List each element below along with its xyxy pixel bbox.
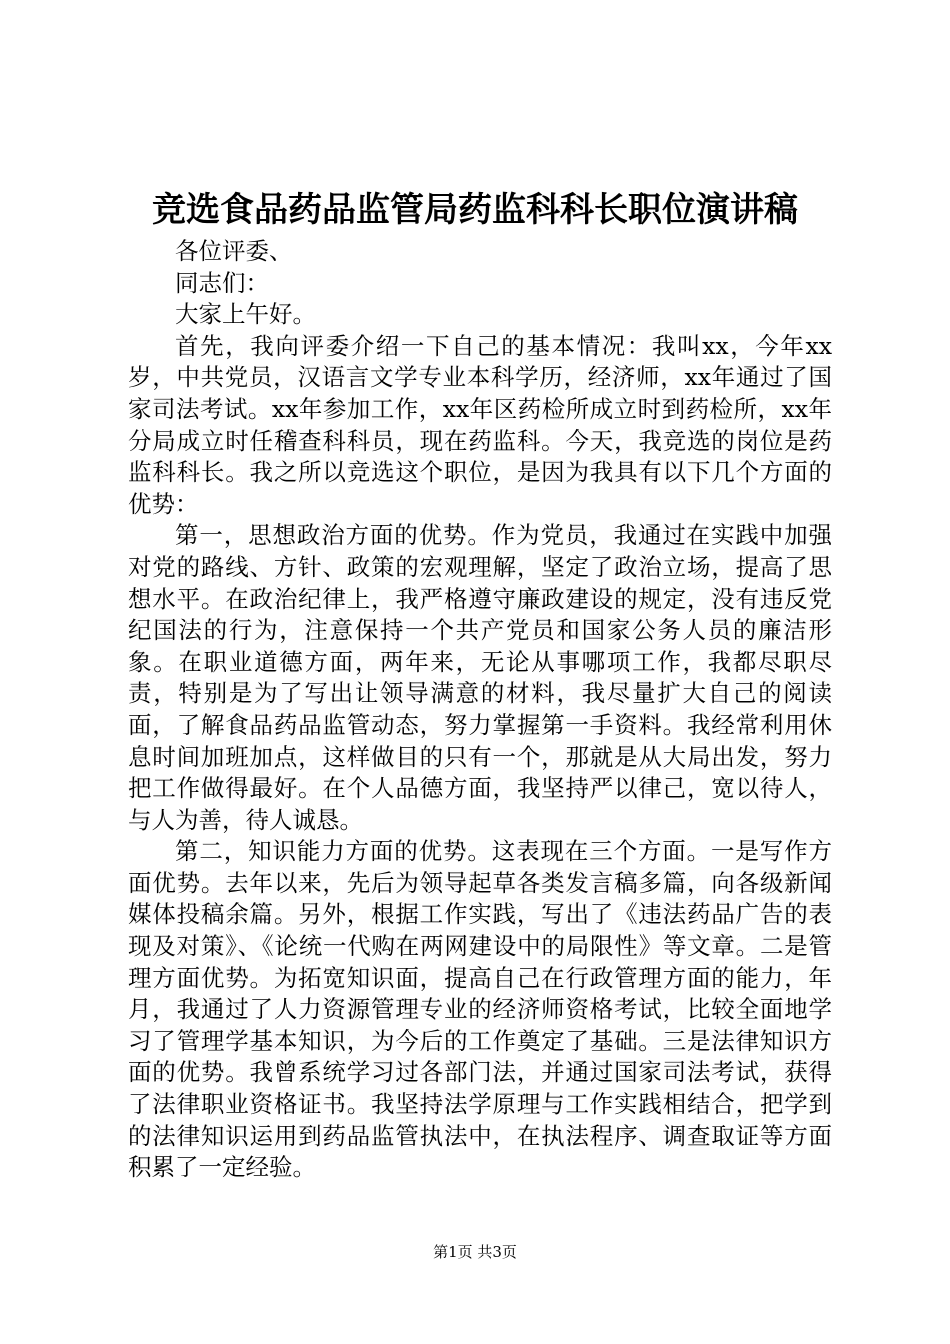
page-number-footer: 第1页 共3页	[433, 1243, 517, 1261]
paragraph-salutation-1: 各位评委、	[175, 237, 293, 265]
paragraph-knowledge-advantage: 第二，知识能力方面的优势。这表现在三个方面。一是写作方面优势。去年以来，先后为领导起草各类发言稿多篇，向各级新闻媒体投稿余篇。另外，根据工作实践，写出了《违法药品广告的表现及对策》、《论统一代购在两网建设中的局限性》等文章。二是管理方面优势。为拓宽知识面，提高自己在行政管理方面的能力，年月，我通过了人力资源管理专业的经济师资格考试，比较全面地学习了管理学基本知识，为今后的工作奠定了基础。三是法律知识方面的优势。我曾系统学习过各部门法，并通过国家司法考试，获得了法律职业资格证书。我坚持法学原理与工作实践相结合，把学到的法律知识运用到药品监管执法中，在执法程序、调查取证等方面积累了一定经验。	[128, 837, 832, 1182]
paragraph-political-advantage: 第一，思想政治方面的优势。作为党员，我通过在实践中加强对党的路线、方针、政策的宏观理解，坚定了政治立场，提高了思想水平。在政治纪律上，我严格遵守廉政建设的规定，没有违反党纪国法的行为，注意保持一个共产党员和国家公务人员的廉洁形象。在职业道德方面，两年来，无论从事哪项工作，我都尽职尽责，特别是为了写出让领导满意的材料，我尽量扩大自己的阅读面，了解食品药品监管动态，努力掌握第一手资料。我经常利用休息时间加班加点，这样做目的只有一个，那就是从大局出发，努力把工作做得最好。在个人品德方面，我坚持严以律己，宽以待人，与人为善，待人诚恳。	[128, 521, 832, 834]
paragraph-salutation-2: 同志们：	[175, 268, 269, 297]
document-title: 竞选食品药品监管局药监科科长职位演讲稿	[152, 190, 798, 230]
paragraph-introduction: 首先，我向评委介绍一下自己的基本情况：我叫xx，今年xx岁，中共党员，汉语言文学专业本科学历，经济师，xx年通过了国家司法考试。xx年参加工作，xx年区药检所成立时到药检所，xx年分局成立时任稽查科科员，现在药监科。今天，我竞选的岗位是药监科科长。我之所以竞选这个职位，是因为我具有以下几个方面的优势：	[128, 331, 832, 518]
paragraph-greeting: 大家上午好。	[175, 300, 316, 329]
document-body	[128, 236, 832, 1184]
